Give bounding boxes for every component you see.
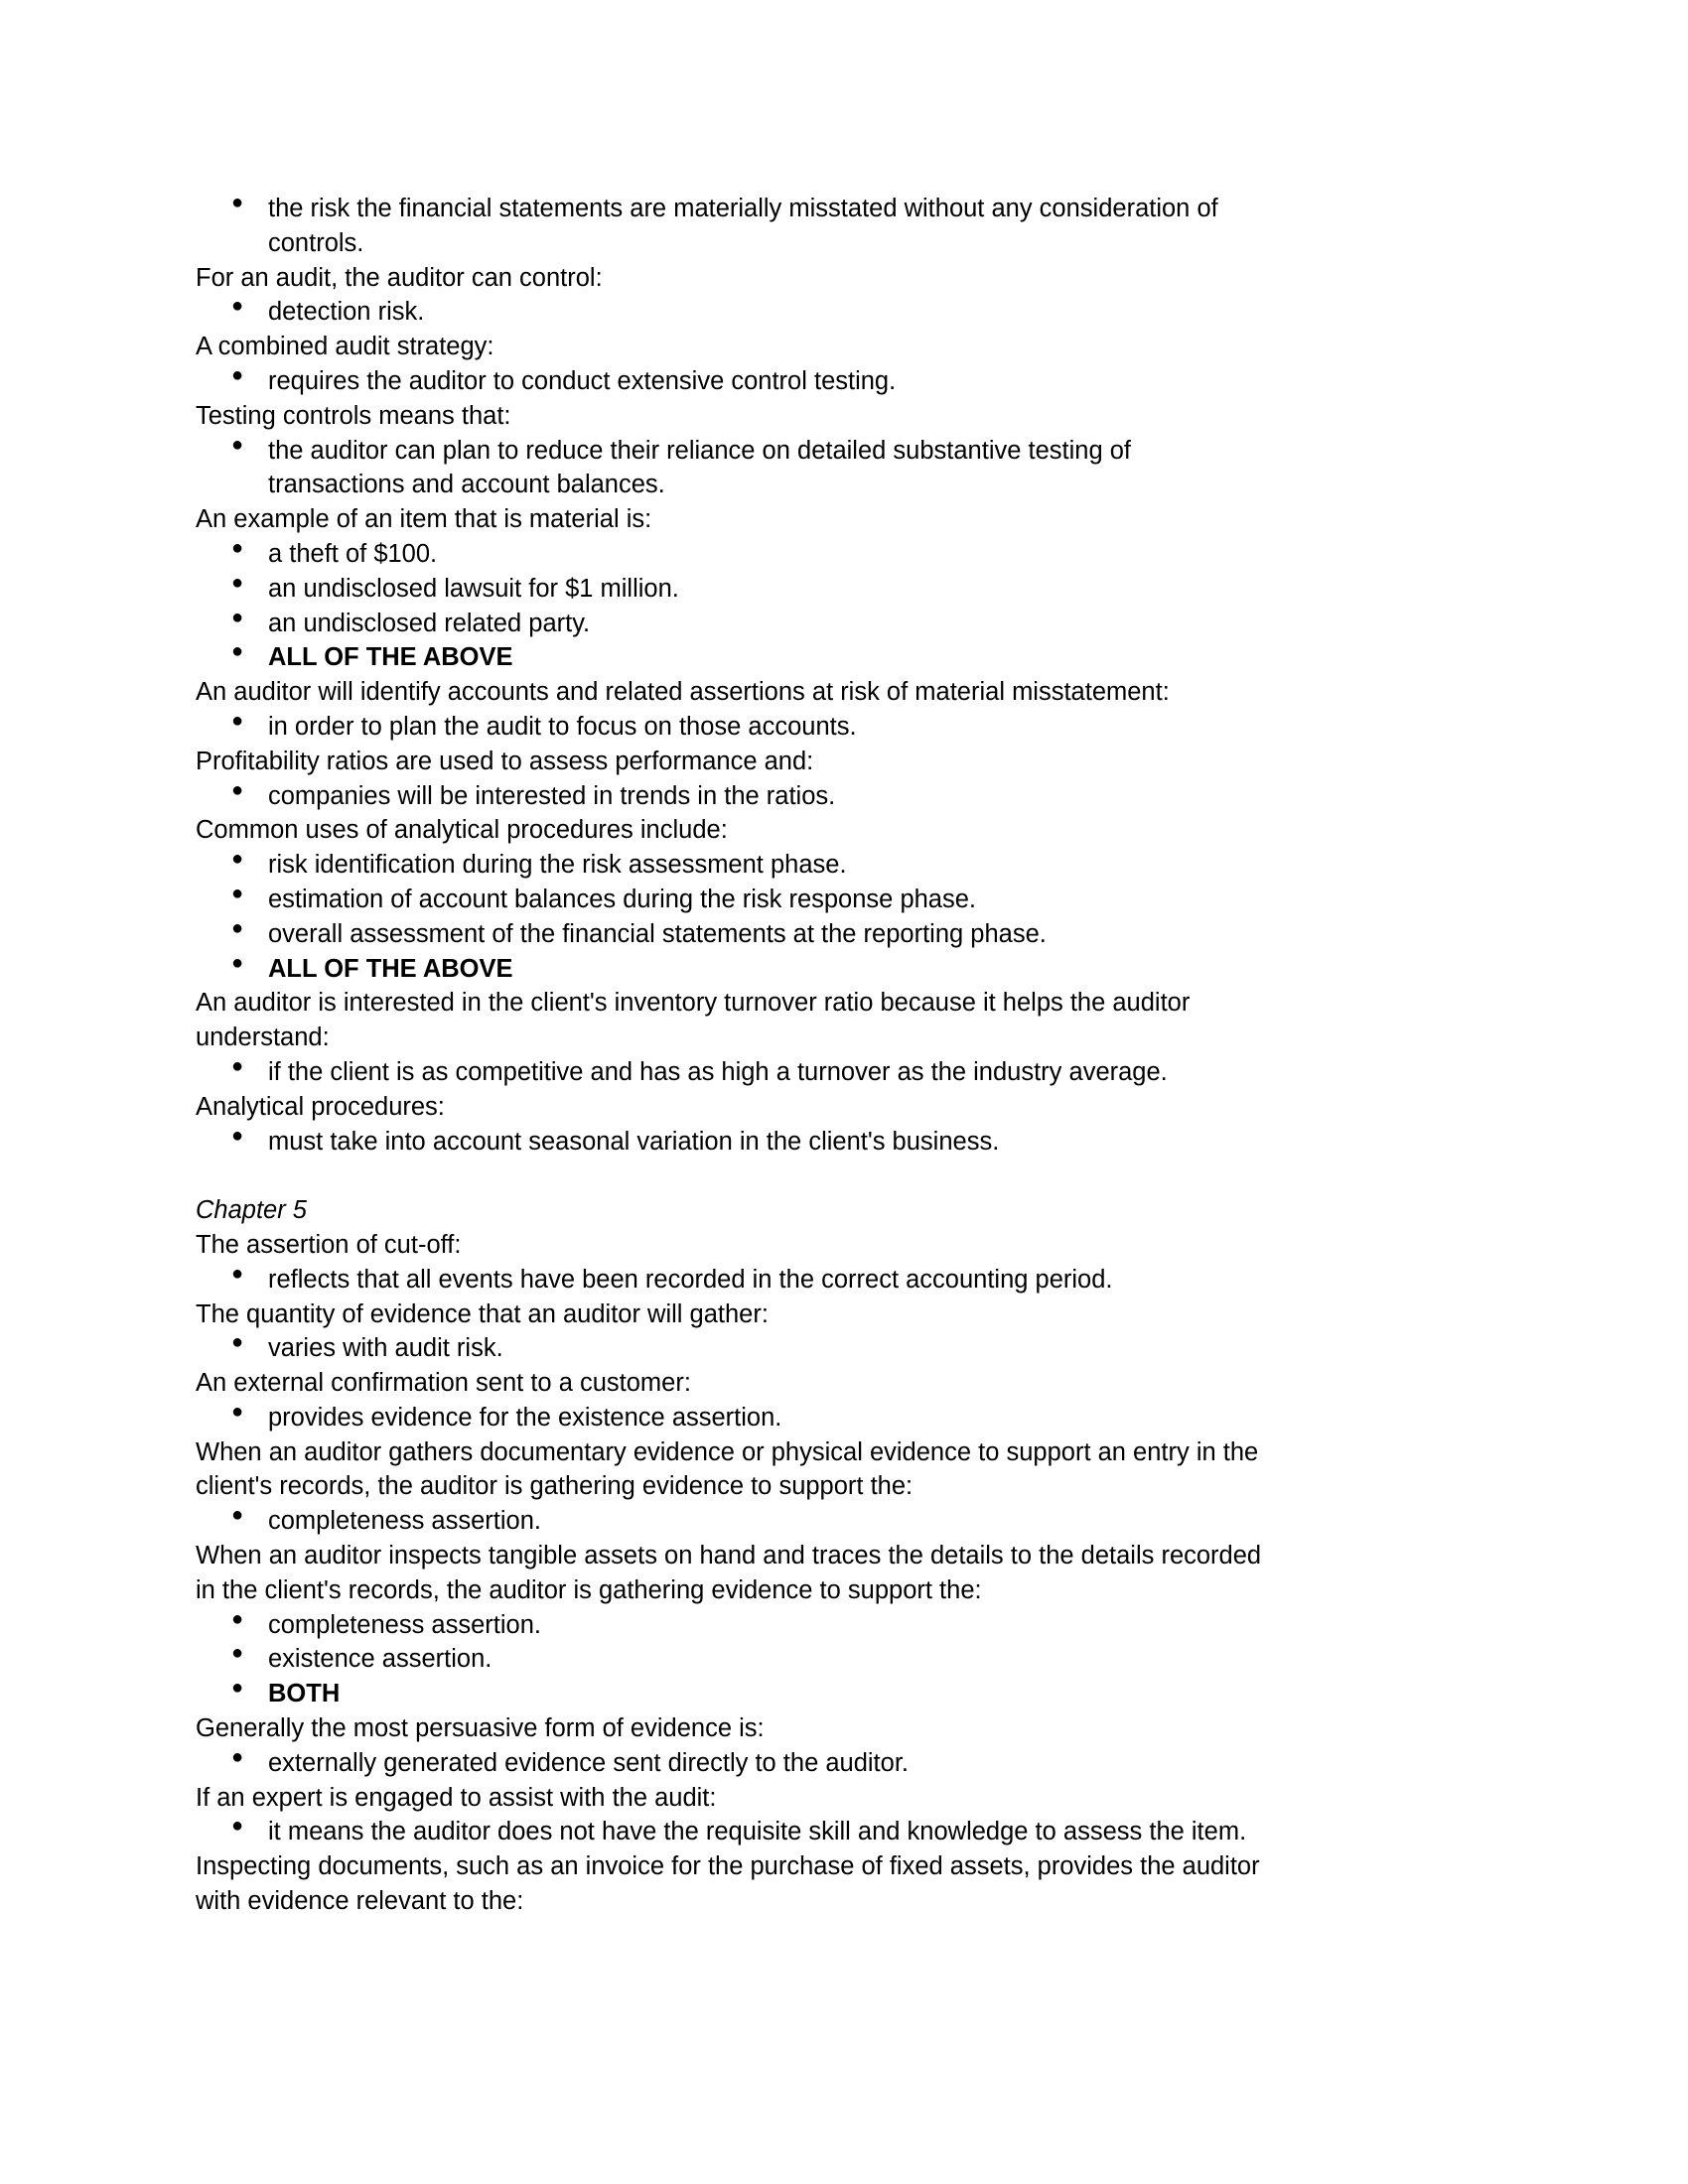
text-line: Inspecting documents, such as an invoice for the purchase of fixed assets, provides the auditor	[196, 1852, 1260, 1881]
bullet-icon: ●	[231, 951, 244, 974]
answer-bullet	[196, 917, 1486, 952]
text-line: overall assessment of the financial statements at the reporting phase.	[268, 919, 1047, 948]
bullet-icon: ●	[231, 1815, 244, 1838]
chapter-heading	[196, 1193, 1486, 1228]
text-line: externally generated evidence sent directly to the auditor.	[268, 1748, 909, 1777]
text-line: in order to plan the audit to focus on those accounts.	[268, 712, 857, 741]
bullet-icon: ●	[231, 1642, 244, 1665]
text-line: Analytical procedures:	[196, 1092, 445, 1121]
answer-bullet	[196, 779, 1486, 814]
text-line: completeness assertion.	[268, 1507, 541, 1536]
answer-bullet	[196, 848, 1486, 883]
answer-bullet	[196, 192, 1486, 261]
text-line: Generally the most persuasive form of evidence is:	[196, 1714, 765, 1743]
answer-bullet	[196, 710, 1486, 745]
text-line: When an auditor gathers documentary evidence or physical evidence to support an entry in the	[196, 1437, 1259, 1466]
text-line: An external confirmation sent to a customer:	[196, 1369, 691, 1398]
answer-bullet	[196, 607, 1486, 641]
text-line: An example of an item that is material is:	[196, 505, 652, 534]
answer-bullet	[196, 572, 1486, 607]
question-text	[196, 1781, 1486, 1816]
bullet-icon: ●	[231, 192, 244, 213]
question-text	[196, 330, 1486, 364]
text-line: existence assertion.	[268, 1645, 492, 1674]
text-line: An auditor is interested in the client's inventory turnover ratio because it helps the auditor	[196, 989, 1191, 1018]
document-page	[196, 192, 1486, 1919]
answer-bullet	[196, 1642, 1486, 1677]
text-line: with evidence relevant to the:	[196, 1887, 524, 1916]
text-line: ALL OF THE ABOVE	[268, 954, 513, 983]
answer-bullet	[196, 295, 1486, 330]
bullet-icon: ●	[231, 295, 244, 318]
question-text	[196, 502, 1486, 537]
question-text	[196, 1711, 1486, 1746]
text-line: completeness assertion.	[268, 1610, 541, 1639]
text-line: varies with audit risk.	[268, 1334, 503, 1363]
text-line: controls.	[268, 228, 364, 257]
answer-bullet	[196, 434, 1486, 503]
text-line: The assertion of cut-off:	[196, 1230, 462, 1259]
question-text	[196, 1539, 1486, 1608]
text-line: estimation of account balances during the risk response phase.	[268, 885, 977, 913]
text-line: reflects that all events have been recorded in the correct accounting period.	[268, 1265, 1113, 1294]
text-line: A combined audit strategy:	[196, 333, 494, 361]
answer-bullet	[196, 1677, 1486, 1711]
bullet-icon: ●	[231, 848, 244, 871]
answer-bullet	[196, 1608, 1486, 1643]
bullet-icon: ●	[231, 1400, 244, 1423]
bullet-icon: ●	[231, 1124, 244, 1147]
text-line: the auditor can plan to reduce their reliance on detailed substantive testing of	[268, 436, 1131, 465]
bullet-icon: ●	[231, 606, 244, 628]
question-text	[196, 813, 1486, 848]
answer-bullet	[196, 1746, 1486, 1781]
bullet-icon: ●	[231, 1677, 244, 1700]
bullet-icon: ●	[231, 363, 244, 386]
text-line: If an expert is engaged to assist with the audit:	[196, 1783, 717, 1812]
bullet-icon: ●	[231, 433, 244, 456]
answer-bullet	[196, 952, 1486, 987]
question-text	[196, 1849, 1486, 1919]
text-line: it means the auditor does not have the requisite skill and knowledge to assess the item.	[268, 1818, 1247, 1846]
bullet-icon: ●	[231, 536, 244, 559]
answer-bullet	[196, 1815, 1486, 1849]
bullet-icon: ●	[231, 1607, 244, 1630]
answer-bullet	[196, 1401, 1486, 1435]
text-line: The quantity of evidence that an auditor will gather:	[196, 1299, 769, 1328]
text-line: When an auditor inspects tangible assets on hand and traces the details to the details recorded	[196, 1542, 1262, 1570]
text-line: An auditor will identify accounts and related assertions at risk of material misstatement:	[196, 678, 1170, 707]
answer-bullet	[196, 1504, 1486, 1539]
answer-bullet	[196, 1055, 1486, 1090]
question-text	[196, 1090, 1486, 1125]
question-text	[196, 1297, 1486, 1332]
answer-bullet	[196, 1331, 1486, 1366]
text-line: detection risk.	[268, 298, 425, 327]
text-line: BOTH	[268, 1680, 341, 1708]
question-text	[196, 399, 1486, 434]
text-line: provides evidence for the existence assertion.	[268, 1403, 782, 1432]
bullet-icon: ●	[231, 882, 244, 904]
text-line: Profitability ratios are used to assess performance and:	[196, 747, 814, 775]
question-text	[196, 261, 1486, 296]
text-line: For an audit, the auditor can control:	[196, 263, 603, 292]
bullet-icon: ●	[231, 1745, 244, 1768]
text-line: transactions and account balances.	[268, 471, 665, 499]
bullet-icon: ●	[231, 1331, 244, 1354]
bullet-icon: ●	[231, 1504, 244, 1527]
text-line: Chapter 5	[196, 1196, 307, 1225]
text-line: requires the auditor to conduct extensive control testing.	[268, 366, 897, 395]
question-text	[196, 1366, 1486, 1401]
answer-bullet	[196, 883, 1486, 917]
text-line: understand:	[196, 1024, 330, 1052]
text-line: client's records, the auditor is gathering evidence to support the:	[196, 1472, 914, 1501]
answer-bullet	[196, 1125, 1486, 1160]
text-line: an undisclosed related party.	[268, 609, 591, 637]
text-line: an undisclosed lawsuit for $1 million.	[268, 574, 679, 603]
text-line: ALL OF THE ABOVE	[268, 643, 513, 672]
bullet-icon: ●	[231, 1262, 244, 1285]
question-text	[196, 1228, 1486, 1263]
text-line: must take into account seasonal variation in the client's business.	[268, 1127, 1000, 1156]
text-line: in the client's records, the auditor is gathering evidence to support the:	[196, 1575, 982, 1604]
answer-bullet	[196, 640, 1486, 675]
answer-bullet	[196, 1263, 1486, 1297]
answer-bullet	[196, 364, 1486, 399]
text-line: risk identification during the risk assessment phase.	[268, 851, 847, 880]
question-text	[196, 986, 1486, 1055]
bullet-icon: ●	[231, 1054, 244, 1077]
bullet-icon: ●	[231, 778, 244, 801]
text-line: the risk the financial statements are materially misstated without any consideration of	[268, 195, 1218, 222]
text-line: if the client is as competitive and has as high a turnover as the industry average.	[268, 1057, 1168, 1086]
text-line: companies will be interested in trends in the ratios.	[268, 781, 836, 810]
bullet-icon: ●	[231, 916, 244, 939]
answer-bullet	[196, 537, 1486, 572]
text-line: Testing controls means that:	[196, 401, 511, 430]
blank-line	[196, 1159, 1486, 1193]
question-text	[196, 675, 1486, 710]
text-line: Common uses of analytical procedures include:	[196, 816, 728, 845]
question-text	[196, 1435, 1486, 1505]
question-text	[196, 745, 1486, 779]
bullet-icon: ●	[231, 571, 244, 594]
bullet-icon: ●	[231, 640, 244, 663]
text-line: a theft of $100.	[268, 539, 438, 568]
bullet-icon: ●	[231, 709, 244, 732]
